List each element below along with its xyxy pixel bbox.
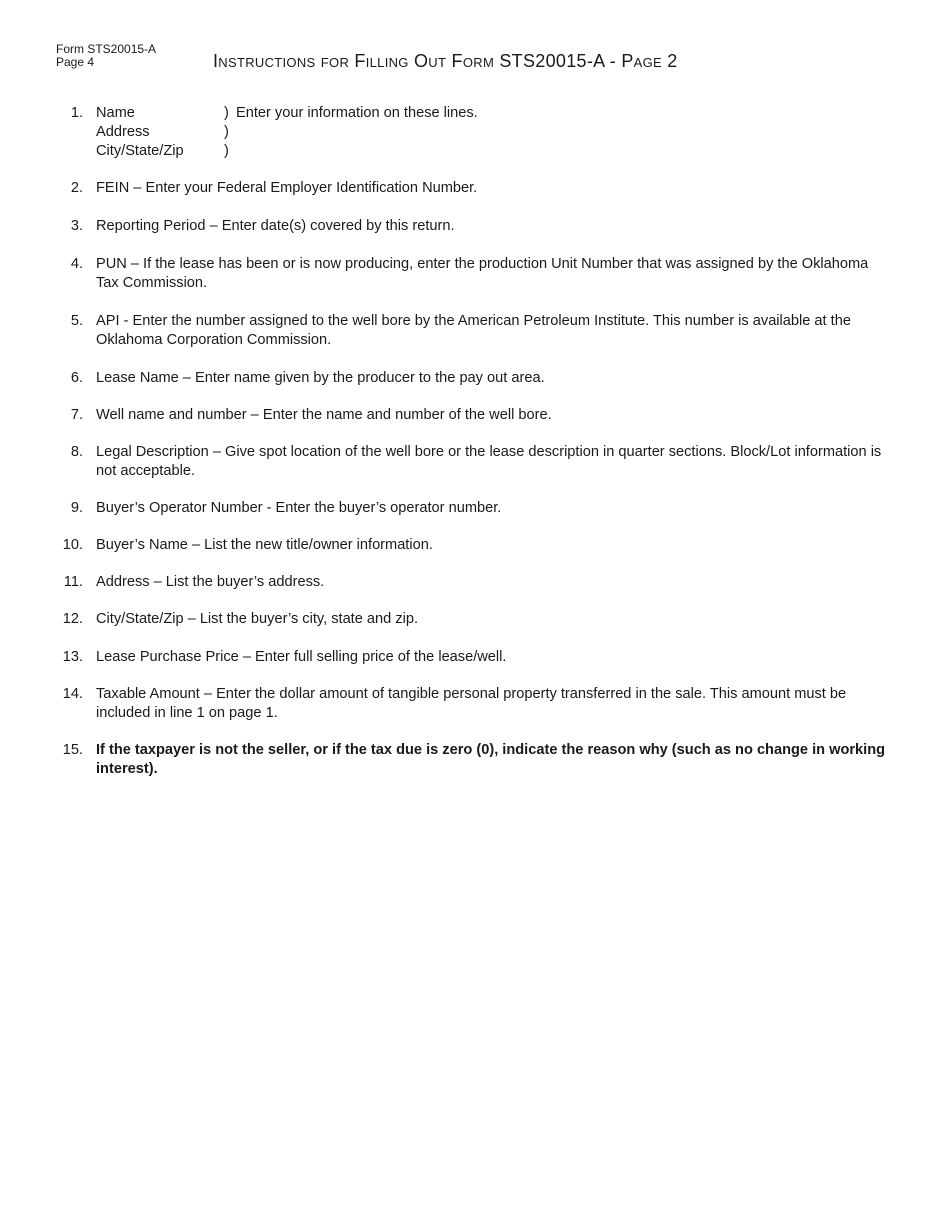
item-number: 3.: [70, 218, 83, 234]
form-identifier: [56, 43, 156, 69]
item-text: Lease Name – Enter name given by the producer to the pay out area.: [96, 370, 545, 386]
item-number: 9.: [70, 500, 83, 516]
item-text: API - Enter the number assigned to the well bore by the American Petroleum Institute. This number is available at the Oklahoma Corporation Commission.: [96, 313, 851, 348]
list-item: [56, 443, 886, 481]
list-item: [56, 573, 886, 592]
item-text: Taxable Amount – Enter the dollar amount of tangible personal property transferred in the sale. This amount must be included in line 1 on page 1.: [96, 686, 847, 721]
item-number: 8.: [70, 444, 83, 460]
item-text: Buyer’s Operator Number - Enter the buyer’s operator number.: [96, 500, 502, 516]
item-number: 4.: [70, 256, 83, 272]
item-text: Buyer’s Name – List the new title/owner information.: [96, 537, 433, 553]
item-text: Address – List the buyer’s address.: [96, 574, 325, 590]
item-text: City/State/Zip – List the buyer’s city, state and zip.: [96, 611, 419, 627]
item-text: PUN – If the lease has been or is now producing, enter the production Unit Number that was assigned by the Oklahoma Tax Commission.: [96, 256, 869, 291]
item-note: Enter your information on these lines.: [236, 105, 478, 121]
list-item: [56, 312, 886, 350]
item-number: 5.: [70, 313, 83, 329]
list-item: [56, 499, 886, 518]
page-title: Instructions for Filling Out Form STS20015-A - Page 2: [213, 51, 678, 71]
bracket: ): [224, 124, 229, 140]
list-item: [56, 217, 886, 236]
item-number: 13.: [62, 649, 83, 665]
item-number: 11.: [63, 574, 83, 590]
page-number: Page 4: [56, 55, 95, 69]
list-item: [56, 255, 886, 293]
bracket: ): [224, 143, 229, 159]
address-label: Address: [96, 124, 150, 140]
list-item: [56, 369, 886, 388]
list-item: [56, 685, 886, 723]
city-state-zip-row: [96, 142, 886, 161]
form-number: Form STS20015-A: [56, 42, 157, 56]
list-item: [56, 406, 886, 425]
item-number: 12.: [62, 611, 83, 627]
item-number: 6.: [70, 370, 83, 386]
item-text: Lease Purchase Price – Enter full selling price of the lease/well.: [96, 649, 507, 665]
instructions-list: [56, 104, 886, 779]
city-state-zip-label: City/State/Zip: [96, 143, 184, 159]
list-item: [56, 104, 886, 161]
item-text: Reporting Period – Enter date(s) covered by this return.: [96, 218, 455, 234]
list-item: [56, 536, 886, 555]
item-number: 14.: [62, 686, 83, 702]
item-text: Well name and number – Enter the name and number of the well bore.: [96, 407, 552, 423]
list-item: [56, 179, 886, 198]
item-text: FEIN – Enter your Federal Employer Identification Number.: [96, 180, 478, 196]
item-number: 1.: [70, 105, 83, 121]
item-text: Legal Description – Give spot location of the well bore or the lease description in quarter sections. Block/Lot information is not acceptable.: [96, 444, 882, 479]
name-row: [96, 104, 886, 123]
item-number: 15.: [62, 742, 83, 758]
list-item: [56, 610, 886, 629]
name-label: Name: [96, 105, 135, 121]
item-number: 7.: [70, 407, 83, 423]
item-number: 10.: [62, 537, 83, 553]
item-number: 2.: [70, 180, 83, 196]
list-item: [56, 648, 886, 667]
bracket: ): [224, 105, 229, 121]
list-item: [56, 741, 886, 779]
address-row: [96, 123, 886, 142]
item-text: If the taxpayer is not the seller, or if the tax due is zero (0), indicate the reason why (such as no change in working interest).: [96, 742, 886, 777]
